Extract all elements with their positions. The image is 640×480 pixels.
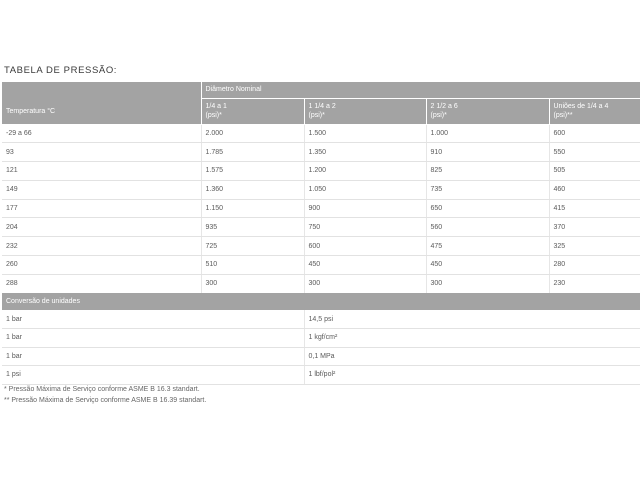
pressure-cell: 510 [201,256,304,275]
header-spacer [2,82,201,98]
unit-from-cell: 1 bar [2,310,304,329]
pressure-cell: 505 [549,162,640,181]
pressure-cell: 1.575 [201,162,304,181]
pressure-cell: 2.000 [201,124,304,143]
column-header-unit: (psi)* [205,112,222,119]
pressure-cell: 910 [426,143,549,162]
table-row [2,366,640,385]
pressure-cell: 550 [549,143,640,162]
pressure-cell: 300 [201,274,304,293]
temperature-cell: 177 [2,199,201,218]
pressure-cell: 230 [549,274,640,293]
unit-to-cell: 1 kgf/cm² [304,329,640,348]
temperature-cell: 288 [2,274,201,293]
temperature-header: Temperatura °C [6,107,56,115]
column-header-unit: (psi)* [430,112,447,119]
temperature-cell: 121 [2,162,201,181]
pressure-cell: 415 [549,199,640,218]
table-row [2,347,640,366]
pressure-cell: 1.500 [304,124,426,143]
pressure-cell: 1.150 [201,199,304,218]
table-row [2,180,640,199]
pressure-cell: 325 [549,237,640,256]
column-header-range: Uniões de 1/4 a 4 [553,103,609,110]
unit-from-cell: 1 bar [2,347,304,366]
pressure-cell: 460 [549,180,640,199]
column-header [426,98,549,124]
pressure-cell: 1.350 [304,143,426,162]
pressure-cell: 725 [201,237,304,256]
table-row [2,274,640,293]
unit-from-cell: 1 psi [2,366,304,385]
units-conversion-table [2,293,640,385]
pressure-cell: 370 [549,218,640,237]
pressure-cell: 935 [201,218,304,237]
column-header-unit: (psi)** [553,112,573,119]
footnote: * Pressão Máxima de Serviço conforme ASME B 16.3 standart. [4,386,200,393]
pressure-cell: 450 [426,256,549,275]
page-title: TABELA DE PRESSÃO: [4,65,118,76]
table-row [2,162,640,181]
table-row [2,218,640,237]
pressure-cell: 1.360 [201,180,304,199]
pressure-cell: 450 [304,256,426,275]
table-row [2,310,640,329]
column-header [201,98,304,124]
units-conversion-header: Conversão de unidades [2,293,640,310]
pressure-cell: 300 [426,274,549,293]
pressure-cell: 750 [304,218,426,237]
unit-to-cell: 1 lbf/pol² [304,366,640,385]
table-row [2,256,640,275]
unit-from-cell: 1 bar [2,329,304,348]
pressure-cell: 1.785 [201,143,304,162]
pressure-cell: 900 [304,199,426,218]
column-header-range: 2 1/2 a 6 [430,103,458,110]
nominal-diameter-header: Diâmetro Nominal [201,82,640,98]
pressure-cell: 475 [426,237,549,256]
pressure-cell: 600 [549,124,640,143]
column-header [549,98,640,124]
column-header-range: 1 1/4 a 2 [308,103,336,110]
column-header [304,98,426,124]
temperature-cell: 260 [2,256,201,275]
pressure-cell: 300 [304,274,426,293]
pressure-table [2,82,640,294]
table-row [2,124,640,143]
unit-to-cell: 0,1 MPa [304,347,640,366]
temperature-cell: 232 [2,237,201,256]
pressure-cell: 1.200 [304,162,426,181]
pressure-cell: 1.000 [426,124,549,143]
pressure-cell: 560 [426,218,549,237]
temperature-cell: 149 [2,180,201,199]
table-row [2,329,640,348]
temperature-cell: -29 a 66 [2,124,201,143]
unit-to-cell: 14,5 psi [304,310,640,329]
column-header-unit: (psi)* [308,112,325,119]
pressure-cell: 825 [426,162,549,181]
pressure-cell: 280 [549,256,640,275]
temperature-cell: 93 [2,143,201,162]
footnote: ** Pressão Máxima de Serviço conforme ASME B 16.39 standart. [4,397,207,404]
table-row [2,143,640,162]
table-row [2,199,640,218]
pressure-cell: 650 [426,199,549,218]
column-header-range: 1/4 a 1 [205,103,227,110]
temperature-cell: 204 [2,218,201,237]
pressure-cell: 1.050 [304,180,426,199]
pressure-cell: 600 [304,237,426,256]
table-row [2,237,640,256]
pressure-cell: 735 [426,180,549,199]
